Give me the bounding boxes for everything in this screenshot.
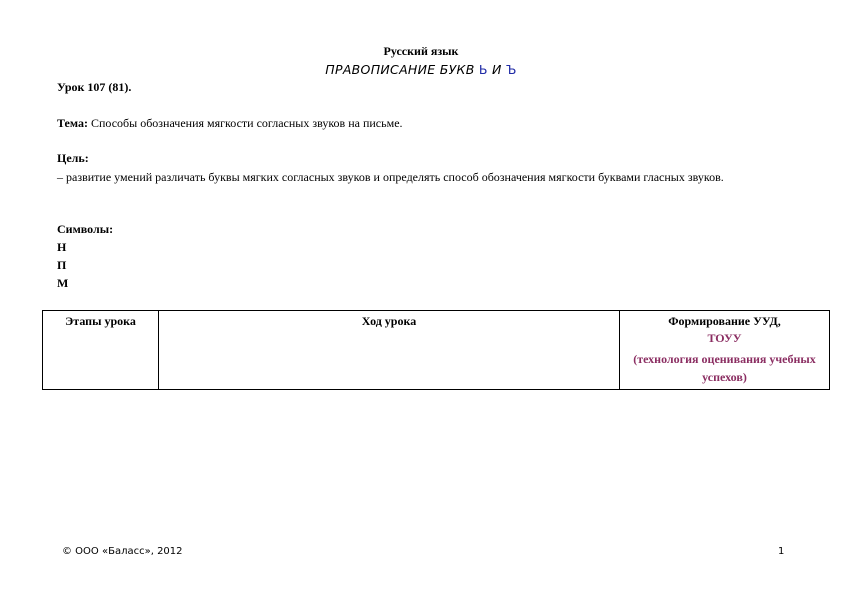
title-and: И: [487, 62, 506, 77]
symbols-label: Символы:: [57, 222, 114, 236]
topic-text: Способы обозначения мягкости согласных звуков на письме.: [87, 116, 403, 130]
touu-label: ТОУУ: [707, 331, 742, 345]
column-uud: [620, 311, 830, 390]
touu-description: (технология оценивания учебных успехов): [633, 352, 816, 384]
column-lesson-flow: Ход урока: [159, 311, 620, 390]
symbol-item: П: [57, 258, 67, 272]
goal-text: – развитие умений различать буквы мягких согласных звуков и определять способ обозначения мягкости буквами гласных звуков.: [57, 170, 724, 184]
subject-title: Русский язык: [383, 44, 459, 58]
lesson-title: [0, 62, 842, 77]
lesson-plan-table: [42, 310, 830, 390]
symbol-item: М: [57, 276, 69, 290]
symbol-item: Н: [57, 240, 67, 254]
title-letter-soft-sign: Ь: [478, 62, 488, 77]
table-header-row: [43, 311, 830, 390]
page-number: 1: [778, 546, 785, 557]
topic-label: Тема:: [57, 116, 88, 130]
title-main: ПРАВОПИСАНИЕ БУКВ: [325, 62, 479, 77]
footer-copyright: © ООО «Баласс», 2012: [62, 546, 183, 557]
lesson-number: Урок 107 (81).: [57, 80, 132, 94]
column-stages: Этапы урока: [43, 311, 159, 390]
topic: [57, 116, 403, 131]
title-letter-hard-sign: Ъ: [505, 62, 517, 77]
uud-label: Формирование УУД,: [668, 314, 781, 328]
goal-label: Цель:: [57, 151, 89, 165]
